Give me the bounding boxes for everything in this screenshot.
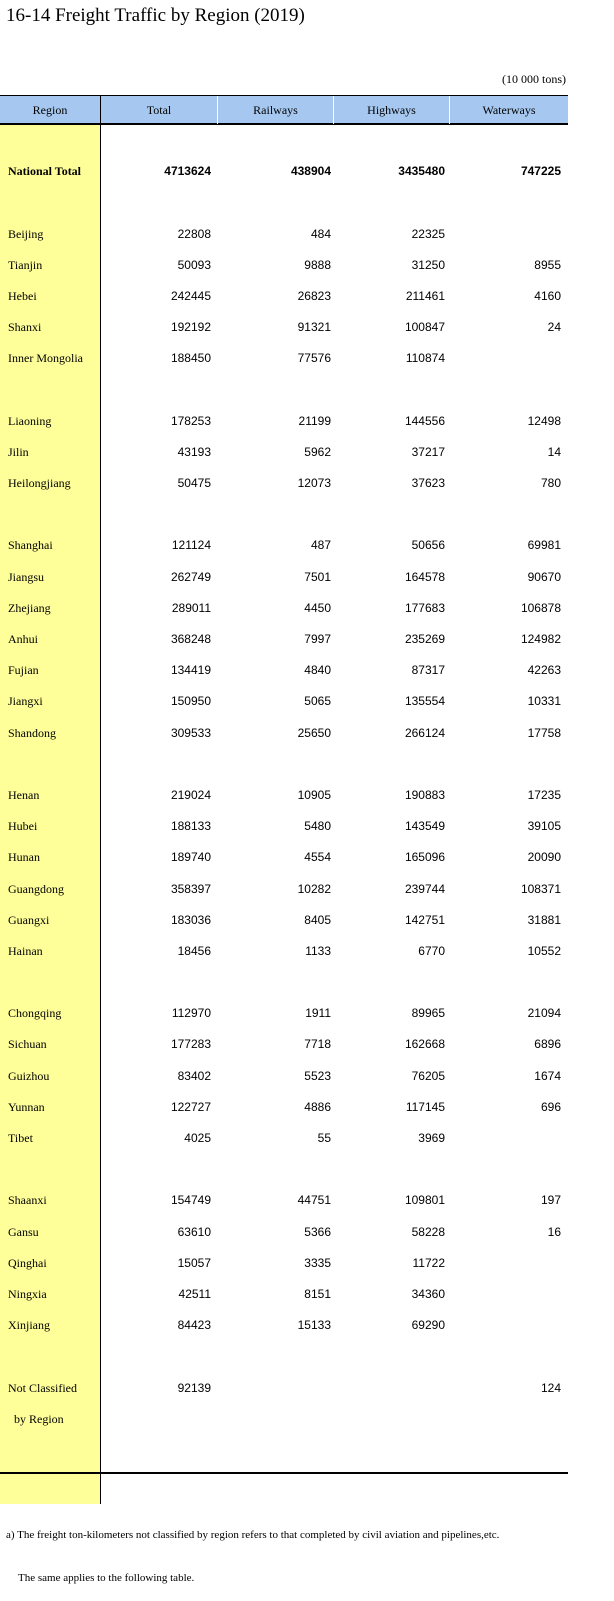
- waterways-cell: 16: [547, 1224, 561, 1239]
- waterways-cell: 90670: [527, 569, 561, 584]
- header-region: Region: [0, 96, 101, 124]
- railways-cell: 10905: [297, 787, 331, 802]
- spacer-row: [0, 187, 568, 218]
- region-cell: Anhui: [8, 632, 38, 646]
- region-cell: Not Classified: [8, 1380, 77, 1395]
- total-cell: 192192: [170, 320, 211, 335]
- railways-cell: 12073: [297, 476, 331, 491]
- highways-cell: 144556: [404, 413, 445, 428]
- waterways-cell: [450, 1279, 561, 1310]
- total-cell: 219024: [170, 787, 211, 802]
- railways-cell: 438904: [290, 164, 331, 179]
- total-cell: 4713624: [164, 164, 211, 179]
- region-cell: Heilongjiang: [8, 476, 71, 491]
- waterways-cell: [450, 1123, 561, 1154]
- table-row: [0, 655, 568, 686]
- region-cell: Shaanxi: [8, 1193, 47, 1208]
- region-cell: Shanghai: [8, 538, 53, 553]
- region-cell: Hunan: [8, 850, 40, 865]
- table-row: [0, 281, 568, 312]
- region-cell: Tibet: [8, 1131, 33, 1145]
- table-row: [0, 312, 568, 343]
- table-row: [0, 1310, 568, 1341]
- table-row: [0, 718, 568, 749]
- total-cell: 92139: [177, 1380, 211, 1395]
- region-cell: Sichuan: [8, 1037, 47, 1052]
- waterways-cell: 6896: [534, 1037, 561, 1052]
- total-cell: 188133: [170, 819, 211, 834]
- region-cell: Hebei: [8, 288, 37, 303]
- railways-cell: 7501: [304, 569, 331, 584]
- waterways-cell: 780: [540, 476, 561, 491]
- waterways-cell: 14: [547, 444, 561, 459]
- railways-cell: 26823: [297, 288, 331, 303]
- footnote: a) The freight ton-kilometers not classified by region refers to that completed by civil aviation and pipelines,etc.: [6, 1529, 500, 1541]
- waterways-cell: 124982: [520, 632, 561, 646]
- spacer-row: [0, 749, 568, 780]
- region-cell: Hainan: [8, 943, 43, 958]
- highways-cell: 162668: [404, 1037, 445, 1052]
- region-cell: Jiangsu: [8, 569, 44, 584]
- total-cell: 22808: [177, 226, 211, 241]
- highways-cell: 3969: [418, 1131, 445, 1145]
- region-cell: Zhejiang: [8, 600, 51, 615]
- region-cell: Qinghai: [8, 1255, 47, 1270]
- total-cell: 15057: [177, 1255, 211, 1270]
- railways-cell: 487: [310, 538, 331, 553]
- table-row: [0, 250, 568, 281]
- table-row: [0, 1061, 568, 1092]
- page-title: 16-14 Freight Traffic by Region (2019): [6, 5, 305, 26]
- table-row: [0, 1029, 568, 1060]
- table-row: [0, 874, 568, 905]
- total-cell: 122727: [170, 1099, 211, 1114]
- waterways-cell: 24: [547, 320, 561, 335]
- table-row: [0, 468, 568, 499]
- total-cell: 183036: [170, 912, 211, 927]
- highways-cell: 76205: [411, 1068, 445, 1083]
- region-cell: Chongqing: [8, 1006, 62, 1021]
- table-bottom-rule: [0, 1472, 568, 1474]
- region-cell: Guangdong: [8, 881, 64, 896]
- highways-cell: 239744: [404, 881, 445, 896]
- total-cell: 188450: [170, 351, 211, 366]
- total-cell: 112970: [171, 1006, 211, 1021]
- table-header: [0, 95, 568, 125]
- total-cell: 242445: [170, 288, 211, 303]
- total-cell: 178253: [170, 413, 211, 428]
- region-cell: Beijing: [8, 226, 44, 241]
- region-cell: Guizhou: [8, 1068, 50, 1083]
- waterways-cell: [450, 1404, 561, 1435]
- region-cell: Guangxi: [8, 912, 50, 927]
- waterways-cell: 17235: [527, 787, 561, 802]
- total-cell: 18456: [177, 943, 211, 958]
- table-row: [0, 530, 568, 561]
- highways-cell: 143549: [404, 819, 445, 834]
- highways-cell: 58228: [411, 1224, 445, 1239]
- total-cell: 262749: [170, 569, 211, 584]
- total-cell: 50093: [177, 257, 211, 272]
- highways-cell: 211461: [405, 288, 445, 303]
- region-cell: Yunnan: [8, 1099, 45, 1114]
- railways-cell: 5962: [304, 444, 331, 459]
- header-waterways: Waterways: [482, 103, 536, 117]
- railways-cell: 15133: [297, 1318, 331, 1333]
- highways-cell: [334, 1373, 445, 1404]
- highways-cell: 110874: [405, 351, 445, 366]
- highways-cell: 37217: [411, 444, 445, 459]
- waterways-cell: 12498: [527, 413, 561, 428]
- total-cell: [101, 1404, 211, 1435]
- table-row: [0, 437, 568, 468]
- region-cell: Shanxi: [8, 320, 42, 335]
- table-row: [0, 562, 568, 593]
- highways-cell: 135554: [404, 694, 445, 709]
- table-row: [0, 998, 568, 1029]
- region-cell: National Total: [8, 164, 82, 179]
- railways-cell: 5366: [304, 1224, 331, 1239]
- railways-cell: 5523: [304, 1068, 331, 1083]
- waterways-cell: 696: [540, 1099, 561, 1114]
- total-cell: 63610: [177, 1224, 211, 1239]
- table-row: [0, 1123, 568, 1154]
- table-row: [0, 593, 568, 624]
- highways-cell: 164578: [404, 569, 445, 584]
- header-total: Total: [101, 96, 218, 124]
- highways-cell: 89965: [411, 1006, 445, 1021]
- highways-cell: [334, 1404, 445, 1435]
- total-cell: 289011: [171, 600, 211, 615]
- highways-cell: 177683: [404, 600, 445, 615]
- spacer-row: [0, 375, 568, 406]
- railways-cell: [218, 1404, 331, 1435]
- railways-cell: 21199: [298, 413, 331, 428]
- total-cell: 4025: [184, 1131, 211, 1145]
- table-row: [0, 905, 568, 936]
- highways-cell: 266124: [404, 725, 445, 740]
- railways-cell: 8405: [304, 912, 331, 927]
- highways-cell: 87317: [411, 663, 445, 678]
- region-cell: Inner Mongolia: [8, 351, 83, 366]
- highways-cell: 190883: [404, 787, 445, 802]
- waterways-cell: 197: [540, 1193, 561, 1208]
- total-cell: 50475: [177, 476, 211, 491]
- railways-cell: 4840: [304, 663, 331, 678]
- table-row: [0, 406, 568, 437]
- waterways-cell: 20090: [527, 850, 561, 865]
- highways-cell: 69290: [411, 1318, 445, 1333]
- railways-cell: 4886: [304, 1099, 331, 1114]
- region-cell: Ningxia: [8, 1286, 47, 1301]
- total-cell: 121124: [171, 538, 211, 553]
- total-cell: 134419: [170, 663, 211, 678]
- total-cell: 150950: [170, 694, 211, 709]
- waterways-cell: 106878: [520, 600, 561, 615]
- railways-cell: 4554: [304, 850, 331, 865]
- total-cell: 83402: [177, 1068, 211, 1083]
- table-row: [0, 1248, 568, 1279]
- total-cell: 43193: [177, 444, 211, 459]
- region-cell: Tianjin: [8, 257, 43, 272]
- railways-cell: 91321: [297, 320, 331, 335]
- total-cell: 177283: [170, 1037, 211, 1052]
- total-cell: 309533: [170, 725, 211, 740]
- waterways-cell: 31881: [527, 912, 561, 927]
- spacer-row: [0, 1341, 568, 1372]
- waterways-cell: 42263: [527, 663, 561, 678]
- waterways-cell: [450, 1248, 561, 1279]
- total-cell: 42511: [178, 1286, 211, 1301]
- region-cell: Fujian: [8, 663, 39, 678]
- table-row: [0, 686, 568, 717]
- railways-cell: 1133: [305, 943, 331, 958]
- table-row: [0, 780, 568, 811]
- highways-cell: 11722: [412, 1255, 445, 1270]
- table-row: [0, 1279, 568, 1310]
- region-cell: Henan: [8, 787, 40, 802]
- table-row: [0, 936, 568, 967]
- table-row: [0, 1185, 568, 1216]
- national-total-row: [0, 156, 568, 187]
- highways-cell: 235269: [404, 632, 445, 646]
- region-cell: by Region: [8, 1411, 64, 1426]
- highways-cell: 37623: [411, 476, 445, 491]
- total-cell: 84423: [177, 1318, 211, 1333]
- waterways-cell: 108371: [520, 881, 561, 896]
- railways-cell: 7718: [304, 1037, 331, 1052]
- spacer-row: [0, 967, 568, 998]
- freight-table: [0, 95, 568, 1507]
- waterways-cell: [450, 343, 561, 374]
- highways-cell: 165096: [404, 850, 445, 865]
- highways-cell: 109801: [404, 1193, 445, 1208]
- total-cell: 189740: [170, 850, 211, 865]
- waterways-cell: [450, 1310, 561, 1341]
- railways-cell: 77576: [297, 351, 331, 366]
- region-cell: Liaoning: [8, 413, 52, 428]
- waterways-cell: 17758: [527, 725, 561, 740]
- total-cell: 358397: [170, 881, 211, 896]
- spacer-row: [0, 499, 568, 530]
- railways-cell: 55: [317, 1131, 331, 1145]
- table-row: [0, 1092, 568, 1123]
- highways-cell: 22325: [411, 226, 445, 241]
- railways-cell: 484: [310, 226, 331, 241]
- table-row: [0, 624, 568, 655]
- waterways-cell: 39105: [527, 819, 561, 834]
- railways-cell: 3335: [304, 1255, 331, 1270]
- highways-cell: 31250: [411, 257, 445, 272]
- table-row: [0, 811, 568, 842]
- highways-cell: 100847: [404, 320, 445, 335]
- railways-cell: 9888: [304, 257, 331, 272]
- total-cell: 368248: [170, 632, 211, 646]
- railways-cell: [218, 1373, 331, 1404]
- region-cell: Hubei: [8, 819, 38, 834]
- header-railways: Railways: [218, 96, 334, 124]
- region-cell: Shandong: [8, 725, 56, 740]
- total-cell: 154749: [170, 1193, 211, 1208]
- spacer-row: [0, 125, 568, 156]
- waterways-cell: 1674: [534, 1068, 561, 1083]
- table-row: [0, 1373, 568, 1404]
- spacer-row: [0, 1154, 568, 1185]
- waterways-cell: 124: [540, 1380, 561, 1395]
- railways-cell: 1911: [305, 1006, 331, 1021]
- region-cell: Xinjiang: [8, 1318, 50, 1333]
- table-row: [0, 343, 568, 374]
- table-body: [0, 125, 568, 1435]
- table-row: [0, 1217, 568, 1248]
- waterways-cell: 4160: [534, 288, 561, 303]
- waterways-cell: 21094: [527, 1006, 561, 1021]
- footnote-continuation: The same applies to the following table.: [18, 1572, 195, 1584]
- header-highways: Highways: [334, 96, 450, 124]
- region-cell: Gansu: [8, 1224, 39, 1239]
- waterways-cell: 10331: [527, 694, 561, 709]
- railways-cell: 8151: [304, 1286, 331, 1301]
- waterways-cell: 747225: [520, 164, 561, 179]
- railways-cell: 25650: [297, 725, 331, 740]
- highways-cell: 3435480: [398, 164, 445, 179]
- waterways-cell: [450, 219, 561, 250]
- railways-cell: 5480: [304, 819, 331, 834]
- highways-cell: 117145: [405, 1099, 445, 1114]
- waterways-cell: 8955: [534, 257, 561, 272]
- region-cell: Jilin: [8, 444, 29, 459]
- table-row: [0, 219, 568, 250]
- railways-cell: 10282: [297, 881, 331, 896]
- railways-cell: 5065: [304, 694, 331, 709]
- highways-cell: 50656: [411, 538, 445, 553]
- unit-label: (10 000 tons): [502, 72, 566, 86]
- highways-cell: 34360: [411, 1286, 445, 1301]
- highways-cell: 142751: [404, 912, 445, 927]
- railways-cell: 4450: [304, 600, 331, 615]
- railways-cell: 44751: [297, 1193, 331, 1208]
- region-cell: Jiangxi: [8, 694, 43, 709]
- waterways-cell: 69981: [527, 538, 561, 553]
- highways-cell: 6770: [418, 943, 445, 958]
- railways-cell: 7997: [304, 632, 331, 646]
- table-row: [0, 1404, 568, 1435]
- waterways-cell: 10552: [527, 943, 561, 958]
- table-row: [0, 842, 568, 873]
